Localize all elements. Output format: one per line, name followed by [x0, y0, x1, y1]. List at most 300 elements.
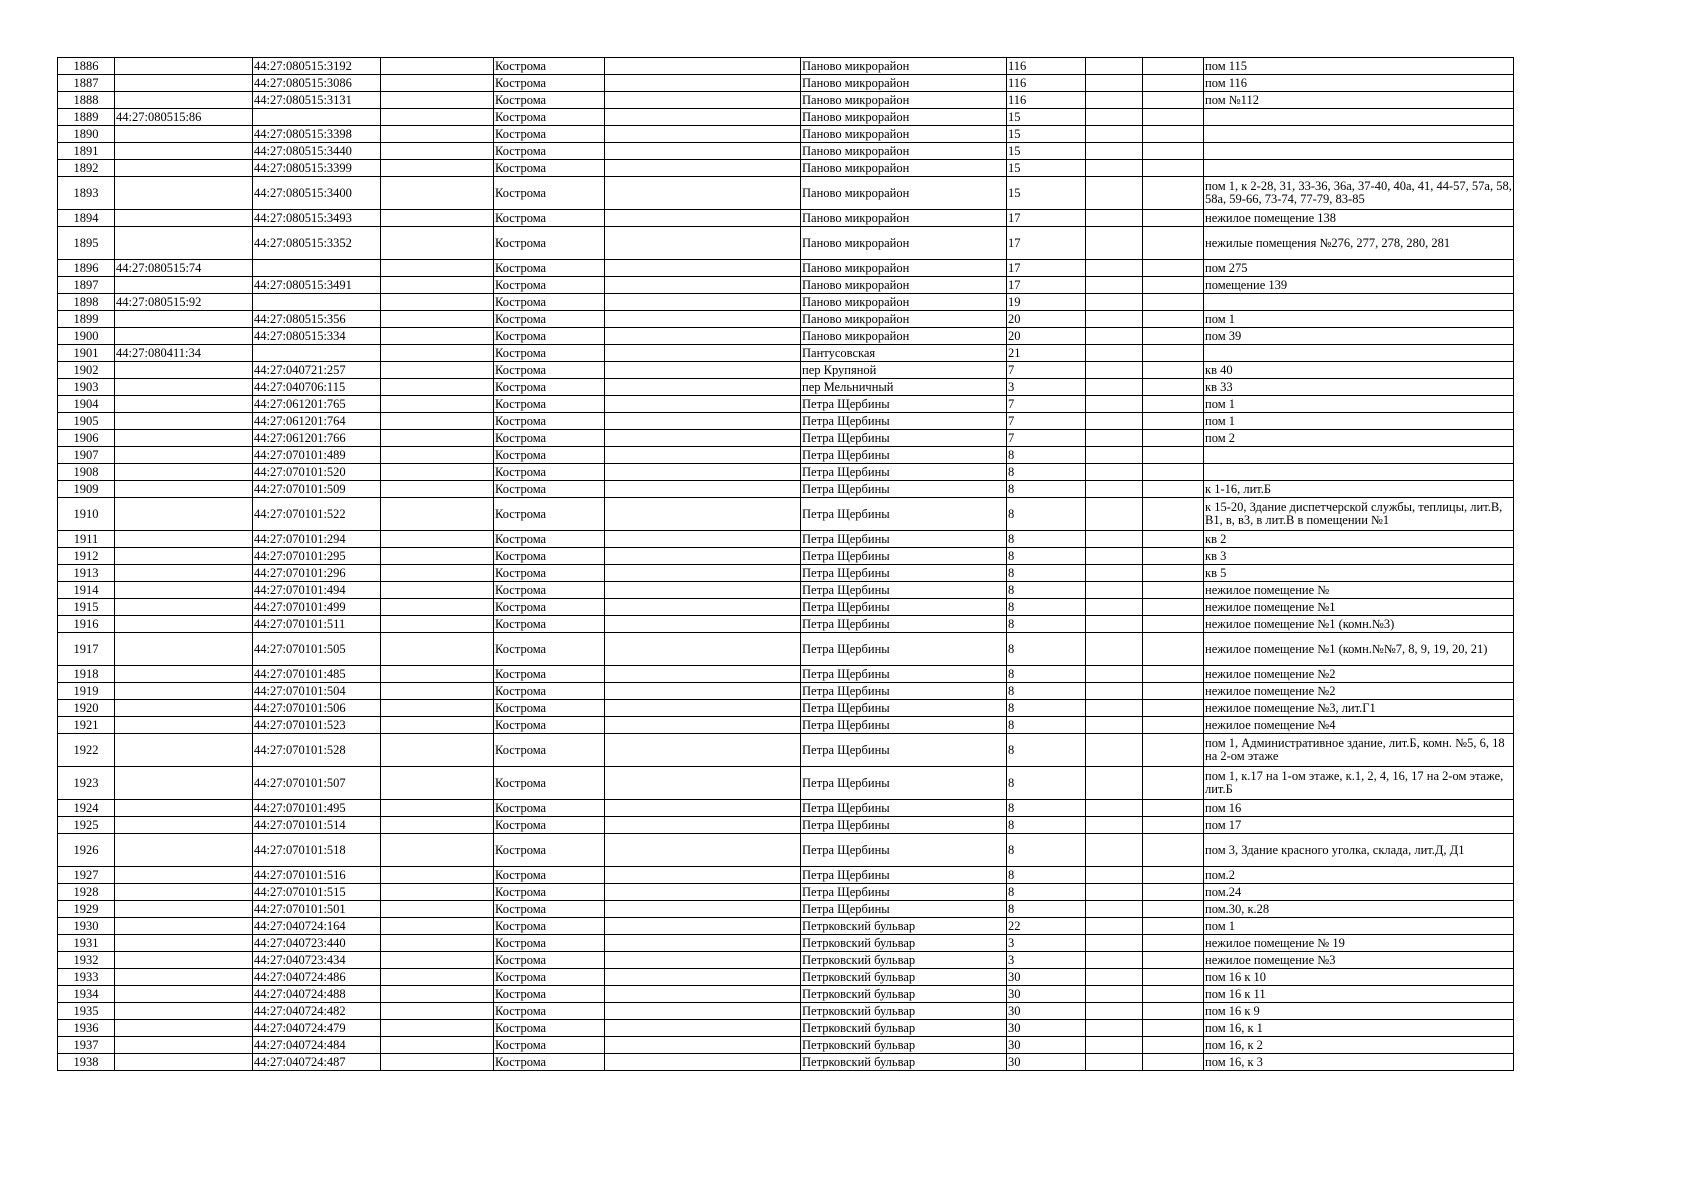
- empty-cell: [381, 126, 494, 143]
- empty-cell: [381, 767, 494, 800]
- street-cell: Петра Щербины: [801, 800, 1007, 817]
- parcel-cadastral-cell: [115, 834, 253, 867]
- empty-cell: [381, 616, 494, 633]
- city-cell: Кострома: [494, 294, 605, 311]
- parcel-cadastral-cell: [115, 817, 253, 834]
- house-number-cell: 7: [1007, 430, 1086, 447]
- cadastral-number-cell: 44:27:040724:164: [253, 918, 381, 935]
- city-cell: Кострома: [494, 834, 605, 867]
- cadastral-number-cell: 44:27:061201:766: [253, 430, 381, 447]
- row-number-cell: 1922: [58, 734, 115, 767]
- empty-cell: [1143, 734, 1204, 767]
- empty-cell: [381, 531, 494, 548]
- empty-cell: [605, 160, 801, 177]
- table-row: [58, 969, 1514, 986]
- premises-cell: пом 16 к 9: [1204, 1003, 1514, 1020]
- city-cell: Кострома: [494, 1020, 605, 1037]
- parcel-cadastral-cell: [115, 177, 253, 210]
- house-number-cell: 8: [1007, 884, 1086, 901]
- premises-cell: к 15-20, Здание диспетчерской службы, теплицы, лит.В, В1, в, в3, в лит.В в помещении №1: [1204, 498, 1514, 531]
- row-number-cell: 1937: [58, 1037, 115, 1054]
- parcel-cadastral-cell: [115, 935, 253, 952]
- empty-cell: [381, 311, 494, 328]
- parcel-cadastral-cell: [115, 498, 253, 531]
- empty-cell: [381, 548, 494, 565]
- parcel-cadastral-cell: [115, 683, 253, 700]
- city-cell: Кострома: [494, 210, 605, 227]
- row-number-cell: 1916: [58, 616, 115, 633]
- table-row: [58, 311, 1514, 328]
- cadastral-number-cell: 44:27:040706:115: [253, 379, 381, 396]
- city-cell: Кострома: [494, 345, 605, 362]
- street-cell: Паново микрорайон: [801, 227, 1007, 260]
- street-cell: Петра Щербины: [801, 599, 1007, 616]
- street-cell: Петра Щербины: [801, 430, 1007, 447]
- row-number-cell: 1892: [58, 160, 115, 177]
- table-row: [58, 565, 1514, 582]
- table-row: [58, 734, 1514, 767]
- city-cell: Кострома: [494, 800, 605, 817]
- empty-cell: [605, 767, 801, 800]
- table-row: [58, 58, 1514, 75]
- empty-cell: [1086, 935, 1143, 952]
- house-number-cell: 8: [1007, 666, 1086, 683]
- cadastral-number-cell: 44:27:070101:494: [253, 582, 381, 599]
- house-number-cell: 8: [1007, 834, 1086, 867]
- city-cell: Кострома: [494, 227, 605, 260]
- empty-cell: [381, 227, 494, 260]
- street-cell: Петра Щербины: [801, 734, 1007, 767]
- empty-cell: [605, 565, 801, 582]
- premises-cell: пом 16 к 10: [1204, 969, 1514, 986]
- empty-cell: [381, 75, 494, 92]
- premises-cell: пом 1, Административное здание, лит.Б, комн. №5, 6, 18 на 2-ом этаже: [1204, 734, 1514, 767]
- row-number-cell: 1900: [58, 328, 115, 345]
- street-cell: Петрковский бульвар: [801, 1054, 1007, 1071]
- empty-cell: [1143, 109, 1204, 126]
- street-cell: Паново микрорайон: [801, 75, 1007, 92]
- empty-cell: [381, 734, 494, 767]
- empty-cell: [381, 952, 494, 969]
- empty-cell: [381, 700, 494, 717]
- street-cell: Петрковский бульвар: [801, 952, 1007, 969]
- table-row: [58, 666, 1514, 683]
- empty-cell: [605, 277, 801, 294]
- street-cell: Паново микрорайон: [801, 58, 1007, 75]
- table-row: [58, 92, 1514, 109]
- table-row: [58, 1020, 1514, 1037]
- premises-cell: к 1-16, лит.Б: [1204, 481, 1514, 498]
- cadastral-number-cell: 44:27:061201:764: [253, 413, 381, 430]
- empty-cell: [381, 666, 494, 683]
- street-cell: Паново микрорайон: [801, 311, 1007, 328]
- empty-cell: [605, 498, 801, 531]
- empty-cell: [1143, 328, 1204, 345]
- house-number-cell: 19: [1007, 294, 1086, 311]
- empty-cell: [1143, 1037, 1204, 1054]
- empty-cell: [605, 1054, 801, 1071]
- empty-cell: [1143, 1054, 1204, 1071]
- street-cell: Петра Щербины: [801, 498, 1007, 531]
- row-number-cell: 1926: [58, 834, 115, 867]
- row-number-cell: 1924: [58, 800, 115, 817]
- city-cell: Кострома: [494, 143, 605, 160]
- empty-cell: [381, 884, 494, 901]
- empty-cell: [1143, 834, 1204, 867]
- empty-cell: [605, 969, 801, 986]
- empty-cell: [1143, 413, 1204, 430]
- empty-cell: [1086, 717, 1143, 734]
- empty-cell: [605, 430, 801, 447]
- cadastral-number-cell: 44:27:040724:484: [253, 1037, 381, 1054]
- city-cell: Кострома: [494, 1037, 605, 1054]
- table-row: [58, 143, 1514, 160]
- row-number-cell: 1935: [58, 1003, 115, 1020]
- cadastral-number-cell: 44:27:070101:296: [253, 565, 381, 582]
- empty-cell: [381, 969, 494, 986]
- empty-cell: [605, 345, 801, 362]
- premises-cell: пом 1, к 2-28, 31, 33-36, 36а, 37-40, 40а, 41, 44-57, 57а, 58, 58а, 59-66, 73-74, 77-79, 83-85: [1204, 177, 1514, 210]
- cadastral-number-cell: 44:27:080515:334: [253, 328, 381, 345]
- premises-cell: [1204, 143, 1514, 160]
- empty-cell: [381, 160, 494, 177]
- parcel-cadastral-cell: [115, 700, 253, 717]
- parcel-cadastral-cell: [115, 633, 253, 666]
- empty-cell: [381, 1003, 494, 1020]
- city-cell: Кострома: [494, 734, 605, 767]
- empty-cell: [381, 413, 494, 430]
- empty-cell: [1143, 683, 1204, 700]
- city-cell: Кострома: [494, 277, 605, 294]
- empty-cell: [1143, 935, 1204, 952]
- row-number-cell: 1906: [58, 430, 115, 447]
- empty-cell: [1086, 379, 1143, 396]
- empty-cell: [1143, 143, 1204, 160]
- parcel-cadastral-cell: [115, 1054, 253, 1071]
- city-cell: Кострома: [494, 430, 605, 447]
- cadastral-number-cell: 44:27:080515:3131: [253, 92, 381, 109]
- house-number-cell: 3: [1007, 379, 1086, 396]
- empty-cell: [1143, 867, 1204, 884]
- empty-cell: [381, 447, 494, 464]
- house-number-cell: 8: [1007, 717, 1086, 734]
- parcel-cadastral-cell: [115, 531, 253, 548]
- empty-cell: [381, 1037, 494, 1054]
- cadastral-number-cell: 44:27:070101:516: [253, 867, 381, 884]
- table-row: [58, 430, 1514, 447]
- premises-cell: пом 116: [1204, 75, 1514, 92]
- parcel-cadastral-cell: [115, 160, 253, 177]
- empty-cell: [1143, 800, 1204, 817]
- premises-cell: пом 16, к 3: [1204, 1054, 1514, 1071]
- premises-cell: пом 1: [1204, 413, 1514, 430]
- house-number-cell: 8: [1007, 531, 1086, 548]
- parcel-cadastral-cell: [115, 767, 253, 800]
- parcel-cadastral-cell: [115, 210, 253, 227]
- premises-cell: нежилые помещения №276, 277, 278, 280, 281: [1204, 227, 1514, 260]
- empty-cell: [1086, 260, 1143, 277]
- row-number-cell: 1918: [58, 666, 115, 683]
- empty-cell: [1143, 379, 1204, 396]
- empty-cell: [1086, 447, 1143, 464]
- premises-cell: пом.30, к.28: [1204, 901, 1514, 918]
- house-number-cell: 7: [1007, 362, 1086, 379]
- premises-cell: пом №112: [1204, 92, 1514, 109]
- empty-cell: [381, 1020, 494, 1037]
- row-number-cell: 1934: [58, 986, 115, 1003]
- row-number-cell: 1925: [58, 817, 115, 834]
- premises-cell: [1204, 126, 1514, 143]
- empty-cell: [1086, 800, 1143, 817]
- city-cell: Кострома: [494, 109, 605, 126]
- empty-cell: [1086, 683, 1143, 700]
- property-table: [57, 57, 1514, 1071]
- premises-cell: пом.2: [1204, 867, 1514, 884]
- row-number-cell: 1904: [58, 396, 115, 413]
- parcel-cadastral-cell: 44:27:080515:74: [115, 260, 253, 277]
- parcel-cadastral-cell: [115, 328, 253, 345]
- empty-cell: [605, 143, 801, 160]
- house-number-cell: 8: [1007, 734, 1086, 767]
- parcel-cadastral-cell: [115, 227, 253, 260]
- premises-cell: пом 16 к 11: [1204, 986, 1514, 1003]
- premises-cell: [1204, 160, 1514, 177]
- empty-cell: [381, 345, 494, 362]
- cadastral-number-cell: 44:27:070101:499: [253, 599, 381, 616]
- empty-cell: [1086, 160, 1143, 177]
- empty-cell: [1143, 498, 1204, 531]
- house-number-cell: 30: [1007, 1020, 1086, 1037]
- empty-cell: [605, 834, 801, 867]
- cadastral-number-cell: 44:27:070101:295: [253, 548, 381, 565]
- premises-cell: нежилое помещение 138: [1204, 210, 1514, 227]
- house-number-cell: 20: [1007, 311, 1086, 328]
- empty-cell: [1086, 918, 1143, 935]
- empty-cell: [381, 1054, 494, 1071]
- empty-cell: [605, 531, 801, 548]
- table-body: [58, 58, 1514, 1071]
- premises-cell: кв 2: [1204, 531, 1514, 548]
- premises-cell: [1204, 447, 1514, 464]
- cadastral-number-cell: 44:27:070101:505: [253, 633, 381, 666]
- house-number-cell: 20: [1007, 328, 1086, 345]
- street-cell: Петрковский бульвар: [801, 969, 1007, 986]
- city-cell: Кострома: [494, 666, 605, 683]
- empty-cell: [1143, 700, 1204, 717]
- city-cell: Кострома: [494, 396, 605, 413]
- house-number-cell: 8: [1007, 498, 1086, 531]
- empty-cell: [605, 311, 801, 328]
- city-cell: Кострома: [494, 683, 605, 700]
- house-number-cell: 116: [1007, 92, 1086, 109]
- parcel-cadastral-cell: [115, 901, 253, 918]
- parcel-cadastral-cell: [115, 918, 253, 935]
- street-cell: Паново микрорайон: [801, 160, 1007, 177]
- row-number-cell: 1929: [58, 901, 115, 918]
- premises-cell: помещение 139: [1204, 277, 1514, 294]
- premises-cell: кв 3: [1204, 548, 1514, 565]
- parcel-cadastral-cell: [115, 447, 253, 464]
- table-row: [58, 548, 1514, 565]
- empty-cell: [605, 952, 801, 969]
- street-cell: Петра Щербины: [801, 616, 1007, 633]
- premises-cell: нежилое помещение № 19: [1204, 935, 1514, 952]
- empty-cell: [1086, 311, 1143, 328]
- empty-cell: [1143, 884, 1204, 901]
- cadastral-number-cell: 44:27:070101:504: [253, 683, 381, 700]
- premises-cell: нежилое помещение №: [1204, 582, 1514, 599]
- house-number-cell: 116: [1007, 75, 1086, 92]
- empty-cell: [1086, 294, 1143, 311]
- parcel-cadastral-cell: [115, 277, 253, 294]
- cadastral-number-cell: 44:27:070101:515: [253, 884, 381, 901]
- premises-cell: пом 3, Здание красного уголка, склада, лит.Д, Д1: [1204, 834, 1514, 867]
- empty-cell: [381, 210, 494, 227]
- house-number-cell: 30: [1007, 1037, 1086, 1054]
- city-cell: Кострома: [494, 328, 605, 345]
- row-number-cell: 1907: [58, 447, 115, 464]
- empty-cell: [1086, 767, 1143, 800]
- empty-cell: [605, 986, 801, 1003]
- empty-cell: [1086, 109, 1143, 126]
- empty-cell: [1086, 817, 1143, 834]
- parcel-cadastral-cell: [115, 58, 253, 75]
- empty-cell: [1086, 884, 1143, 901]
- premises-cell: пом 1: [1204, 918, 1514, 935]
- parcel-cadastral-cell: [115, 481, 253, 498]
- empty-cell: [381, 362, 494, 379]
- parcel-cadastral-cell: [115, 717, 253, 734]
- street-cell: Паново микрорайон: [801, 92, 1007, 109]
- house-number-cell: 17: [1007, 227, 1086, 260]
- parcel-cadastral-cell: [115, 666, 253, 683]
- table-row: [58, 834, 1514, 867]
- table-row: [58, 75, 1514, 92]
- empty-cell: [605, 464, 801, 481]
- cadastral-number-cell: 44:27:070101:495: [253, 800, 381, 817]
- street-cell: Паново микрорайон: [801, 277, 1007, 294]
- house-number-cell: 21: [1007, 345, 1086, 362]
- empty-cell: [605, 379, 801, 396]
- house-number-cell: 17: [1007, 260, 1086, 277]
- empty-cell: [1143, 311, 1204, 328]
- city-cell: Кострома: [494, 1003, 605, 1020]
- parcel-cadastral-cell: [115, 126, 253, 143]
- parcel-cadastral-cell: [115, 1037, 253, 1054]
- table-row: [58, 717, 1514, 734]
- empty-cell: [1086, 867, 1143, 884]
- empty-cell: [605, 800, 801, 817]
- parcel-cadastral-cell: [115, 92, 253, 109]
- parcel-cadastral-cell: [115, 969, 253, 986]
- table-row: [58, 464, 1514, 481]
- empty-cell: [1143, 616, 1204, 633]
- empty-cell: [1143, 345, 1204, 362]
- empty-cell: [381, 294, 494, 311]
- empty-cell: [605, 58, 801, 75]
- house-number-cell: 30: [1007, 1003, 1086, 1020]
- table-row: [58, 986, 1514, 1003]
- empty-cell: [1143, 599, 1204, 616]
- house-number-cell: 8: [1007, 867, 1086, 884]
- table-row: [58, 935, 1514, 952]
- empty-cell: [381, 834, 494, 867]
- city-cell: Кострома: [494, 481, 605, 498]
- house-number-cell: 15: [1007, 126, 1086, 143]
- cadastral-number-cell: 44:27:080515:3493: [253, 210, 381, 227]
- table-row: [58, 1054, 1514, 1071]
- empty-cell: [381, 143, 494, 160]
- empty-cell: [381, 800, 494, 817]
- street-cell: Петрковский бульвар: [801, 1037, 1007, 1054]
- empty-cell: [605, 599, 801, 616]
- empty-cell: [1086, 1054, 1143, 1071]
- empty-cell: [1143, 582, 1204, 599]
- row-number-cell: 1909: [58, 481, 115, 498]
- city-cell: Кострома: [494, 126, 605, 143]
- empty-cell: [381, 918, 494, 935]
- row-number-cell: 1887: [58, 75, 115, 92]
- city-cell: Кострома: [494, 531, 605, 548]
- house-number-cell: 8: [1007, 633, 1086, 666]
- house-number-cell: 3: [1007, 952, 1086, 969]
- city-cell: Кострома: [494, 616, 605, 633]
- street-cell: Петра Щербины: [801, 548, 1007, 565]
- house-number-cell: 30: [1007, 969, 1086, 986]
- empty-cell: [1143, 1003, 1204, 1020]
- empty-cell: [381, 260, 494, 277]
- empty-cell: [1086, 227, 1143, 260]
- empty-cell: [381, 58, 494, 75]
- empty-cell: [1143, 717, 1204, 734]
- house-number-cell: 8: [1007, 447, 1086, 464]
- row-number-cell: 1938: [58, 1054, 115, 1071]
- parcel-cadastral-cell: [115, 362, 253, 379]
- city-cell: Кострома: [494, 717, 605, 734]
- empty-cell: [605, 918, 801, 935]
- premises-cell: пом 115: [1204, 58, 1514, 75]
- empty-cell: [1143, 767, 1204, 800]
- empty-cell: [1143, 75, 1204, 92]
- premises-cell: нежилое помещение №1: [1204, 599, 1514, 616]
- row-number-cell: 1923: [58, 767, 115, 800]
- table-row: [58, 210, 1514, 227]
- empty-cell: [1086, 58, 1143, 75]
- empty-cell: [1143, 430, 1204, 447]
- empty-cell: [1086, 396, 1143, 413]
- table-row: [58, 362, 1514, 379]
- city-cell: Кострома: [494, 260, 605, 277]
- city-cell: Кострома: [494, 413, 605, 430]
- empty-cell: [1086, 582, 1143, 599]
- premises-cell: [1204, 109, 1514, 126]
- row-number-cell: 1927: [58, 867, 115, 884]
- street-cell: Петра Щербины: [801, 582, 1007, 599]
- house-number-cell: 7: [1007, 413, 1086, 430]
- empty-cell: [381, 379, 494, 396]
- table-row: [58, 379, 1514, 396]
- empty-cell: [605, 447, 801, 464]
- table-row: [58, 294, 1514, 311]
- empty-cell: [605, 935, 801, 952]
- empty-cell: [1143, 58, 1204, 75]
- row-number-cell: 1928: [58, 884, 115, 901]
- empty-cell: [1143, 277, 1204, 294]
- row-number-cell: 1910: [58, 498, 115, 531]
- table-row: [58, 616, 1514, 633]
- table-row: [58, 260, 1514, 277]
- row-number-cell: 1898: [58, 294, 115, 311]
